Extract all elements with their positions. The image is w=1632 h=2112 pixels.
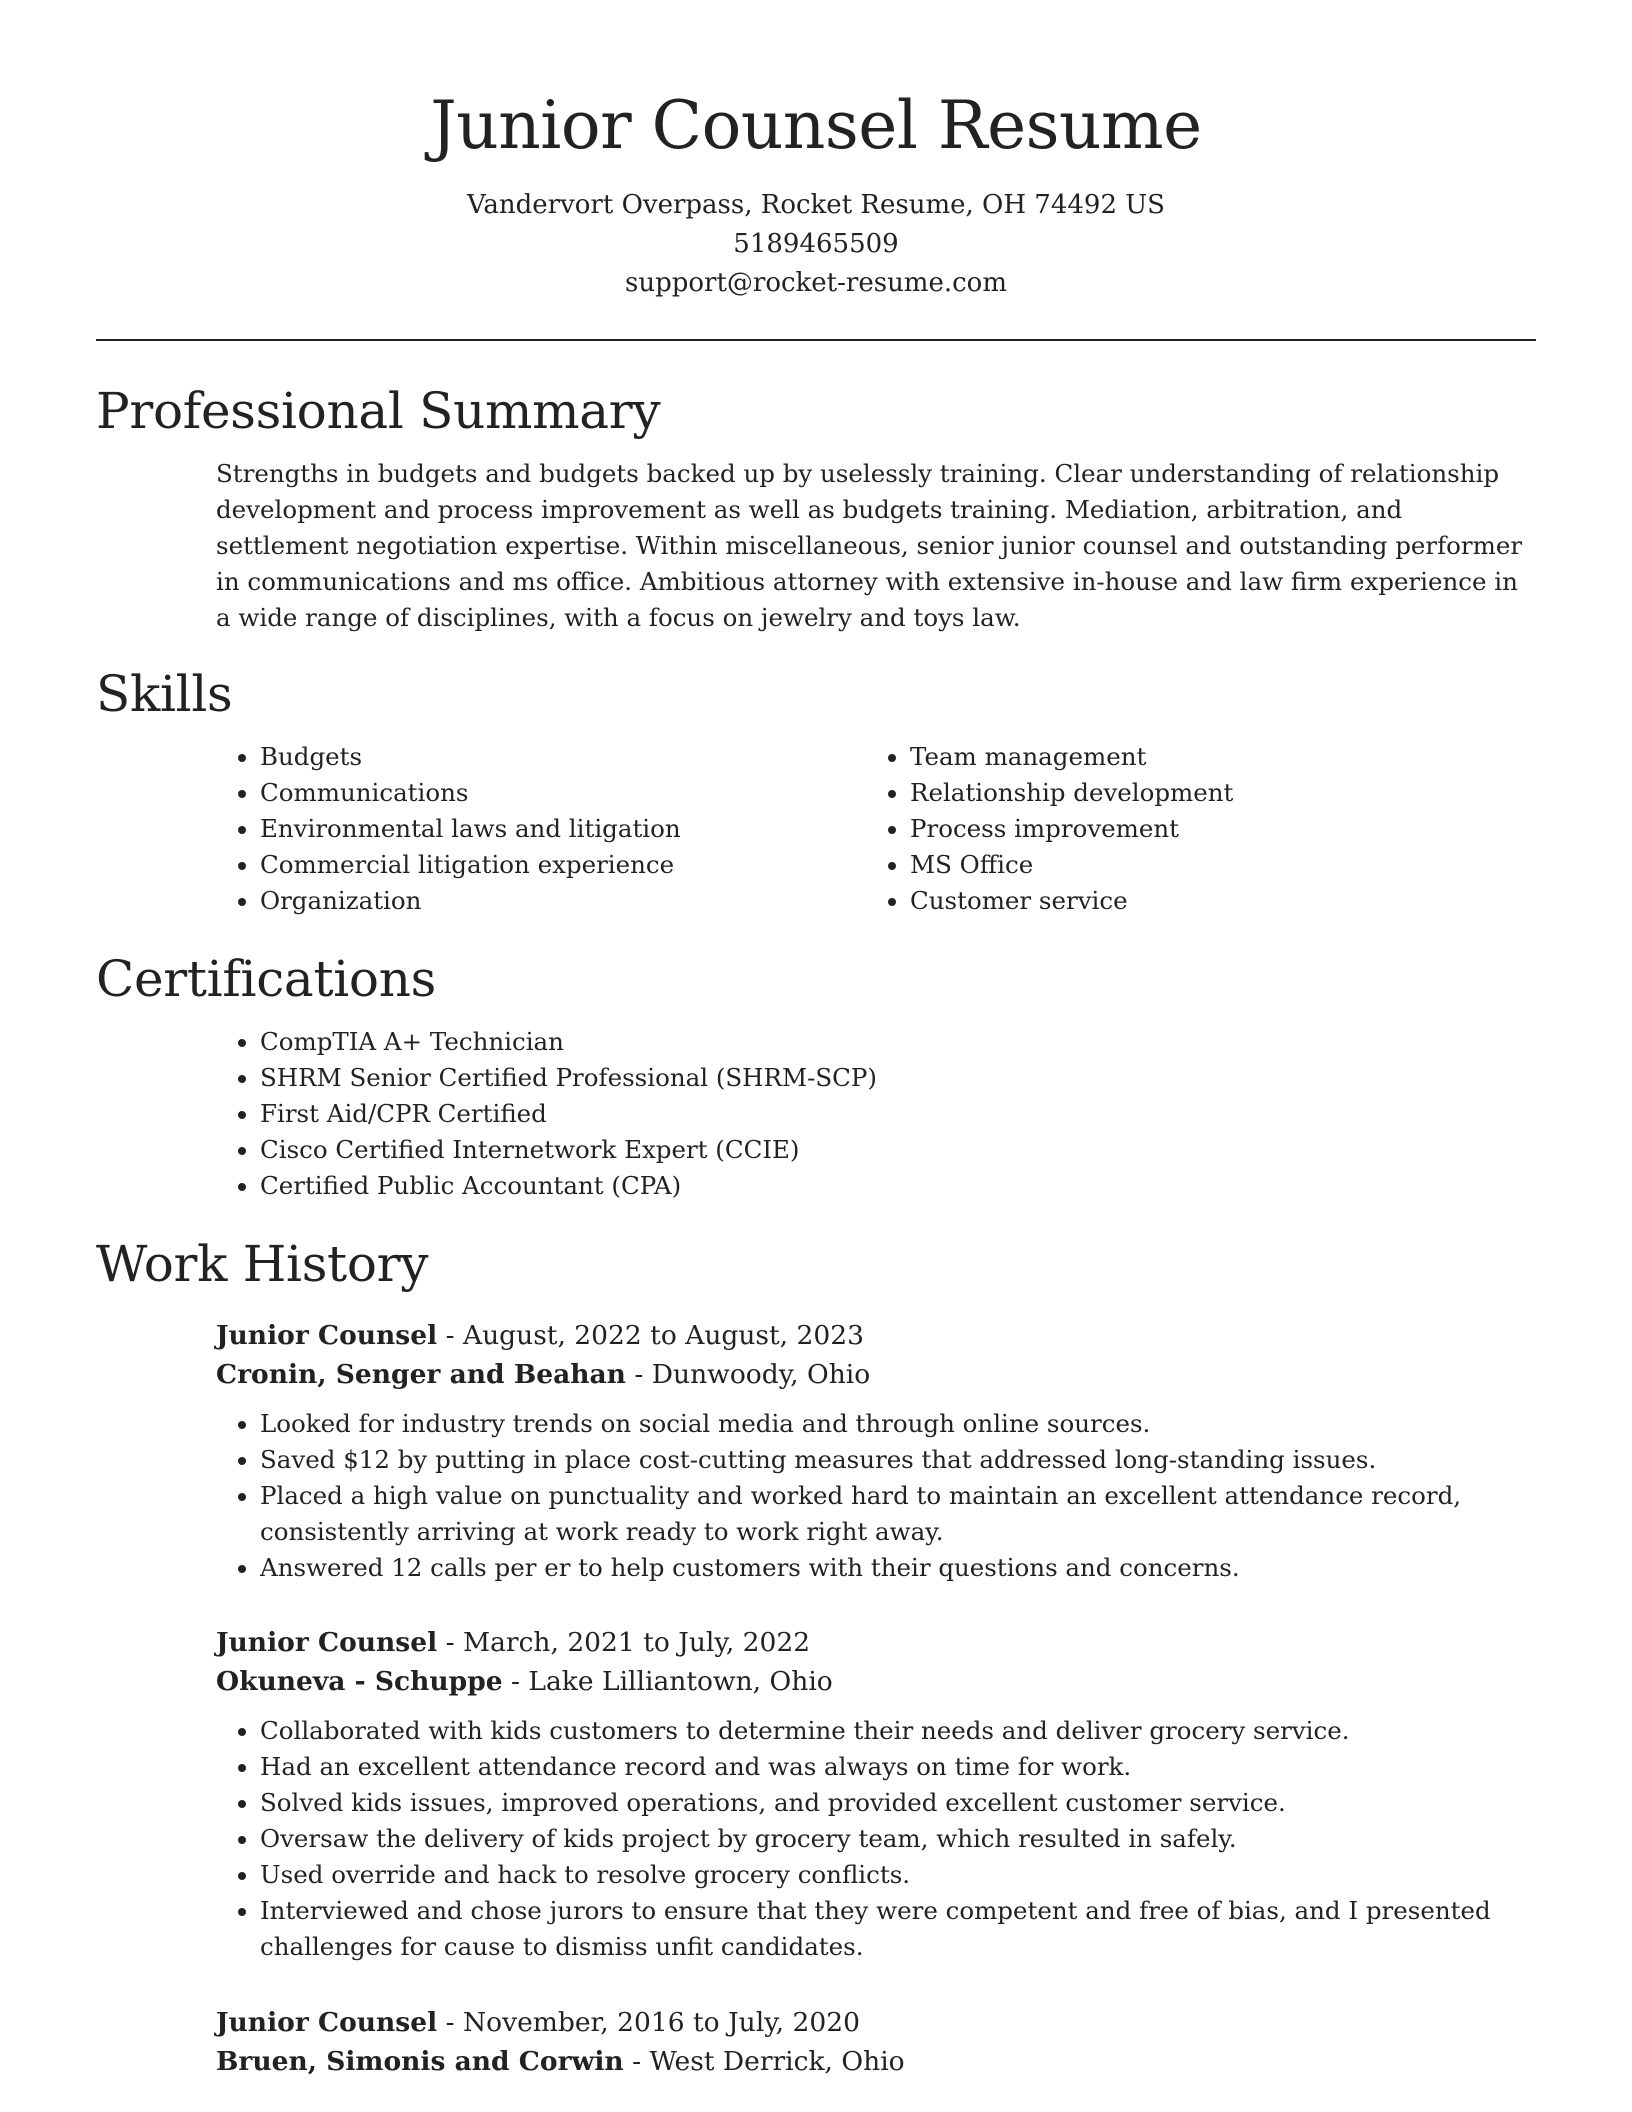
separator: - <box>437 1627 463 1658</box>
summary-section <box>96 380 1536 636</box>
resume-title: Junior Counsel Resume <box>430 87 1202 164</box>
resume-header <box>96 0 1536 341</box>
job-title-line <box>216 1623 1536 1662</box>
job-bullet: • Saved $12 by putting in place cost-cutting measures that addressed long-standing issues. <box>260 1442 1536 1478</box>
work-history-section <box>96 1233 1536 1295</box>
job-entry <box>96 2003 1536 2081</box>
work-history-heading: Work History <box>96 1235 429 1293</box>
separator: - <box>437 2007 463 2038</box>
skill-item: • Team management <box>910 739 1516 775</box>
job-location: Dunwoody, Ohio <box>651 1359 871 1390</box>
job-bullet: • Looked for industry trends on social media and through online sources. <box>260 1406 1536 1442</box>
job-bullet: • Oversaw the delivery of kids project by grocery team, which resulted in safely. <box>260 1821 1536 1857</box>
job-location: Lake Lilliantown, Ohio <box>528 1666 833 1697</box>
skill-item: • Process improvement <box>910 811 1516 847</box>
job-bullets <box>216 1406 1536 1586</box>
job-role: Junior Counsel <box>216 1627 438 1658</box>
contact-phone: 5189465509 <box>733 229 899 259</box>
job-bullet: • Placed a high value on punctuality and worked hard to maintain an excellent attendance record, consistently arriving at work ready to work right away. <box>260 1478 1536 1550</box>
skill-item: • Communications <box>260 775 866 811</box>
separator: - <box>623 2046 650 2077</box>
certification-item: • Certified Public Accountant (CPA) <box>260 1168 1536 1204</box>
header-divider <box>96 339 1536 341</box>
skill-item: • Budgets <box>260 739 866 775</box>
job-entry <box>96 1623 1536 1965</box>
certifications-list <box>216 1024 1536 1204</box>
certifications-heading: Certifications <box>96 950 436 1008</box>
skills-column-left <box>216 739 866 919</box>
job-dates: August, 2022 to August, 2023 <box>462 1320 864 1351</box>
job-company: Cronin, Senger and Beahan <box>216 1359 626 1390</box>
job-company-line <box>216 1355 1536 1394</box>
job-bullet: • Used override and hack to resolve grocery conflicts. <box>260 1857 1536 1893</box>
job-bullet: • Interviewed and chose jurors to ensure that they were competent and free of bias, and I presented challenges for cause to dismiss unfit candidates. <box>260 1893 1536 1965</box>
skills-heading: Skills <box>96 665 233 723</box>
job-bullets <box>216 1713 1536 1965</box>
job-company-line <box>216 1662 1536 1701</box>
skill-item: • Organization <box>260 883 866 919</box>
separator: - <box>437 1320 463 1351</box>
separator: - <box>502 1666 529 1697</box>
job-bullet: • Answered 12 calls per er to help customers with their questions and concerns. <box>260 1550 1536 1586</box>
job-title-line <box>216 2003 1536 2042</box>
skill-item: • Commercial litigation experience <box>260 847 866 883</box>
separator: - <box>625 1359 652 1390</box>
job-bullet: • Had an excellent attendance record and was always on time for work. <box>260 1749 1536 1785</box>
skills-columns <box>216 739 1536 919</box>
job-role: Junior Counsel <box>216 1320 438 1351</box>
summary-text: Strengths in budgets and budgets backed up by uselessly training. Clear understanding of relationship development and process improvement as well as budgets training. Mediation, arbitration, and settlement negotiation expertise. Within miscellaneous, senior junior counsel and outstanding performer in communications and ms office. Ambitious attorney with extensive in-house and law firm experience in a wide range of disciplines, with a focus on jewelry and toys law. <box>216 459 1523 632</box>
job-company: Okuneva - Schuppe <box>216 1666 503 1697</box>
job-title-line <box>216 1316 1536 1355</box>
skill-item: • Relationship development <box>910 775 1516 811</box>
job-bullet: • Solved kids issues, improved operations, and provided excellent customer service. <box>260 1785 1536 1821</box>
job-bullet: • Collaborated with kids customers to determine their needs and deliver grocery service. <box>260 1713 1536 1749</box>
certifications-section <box>96 948 1536 1204</box>
job-company: Bruen, Simonis and Corwin <box>216 2046 624 2077</box>
contact-address: Vandervort Overpass, Rocket Resume, OH 74492 US <box>467 190 1165 220</box>
job-location: West Derrick, Ohio <box>649 2046 905 2077</box>
summary-heading: Professional Summary <box>96 382 661 440</box>
skill-item: • Environmental laws and litigation <box>260 811 866 847</box>
contact-email: support@rocket-resume.com <box>624 268 1007 298</box>
skills-column-right <box>866 739 1516 919</box>
job-role: Junior Counsel <box>216 2007 438 2038</box>
skills-section <box>96 663 1536 919</box>
resume-page <box>96 0 1536 2077</box>
certification-item: • Cisco Certified Internetwork Expert (CCIE) <box>260 1132 1536 1168</box>
certification-item: • CompTIA A+ Technician <box>260 1024 1536 1060</box>
certification-item: • SHRM Senior Certified Professional (SHRM-SCP) <box>260 1060 1536 1096</box>
job-dates: November, 2016 to July, 2020 <box>462 2007 860 2038</box>
job-dates: March, 2021 to July, 2022 <box>462 1627 811 1658</box>
skill-item: • MS Office <box>910 847 1516 883</box>
job-company-line <box>216 2042 1536 2081</box>
job-entry <box>96 1316 1536 1586</box>
skill-item: • Customer service <box>910 883 1516 919</box>
certification-item: • First Aid/CPR Certified <box>260 1096 1536 1132</box>
